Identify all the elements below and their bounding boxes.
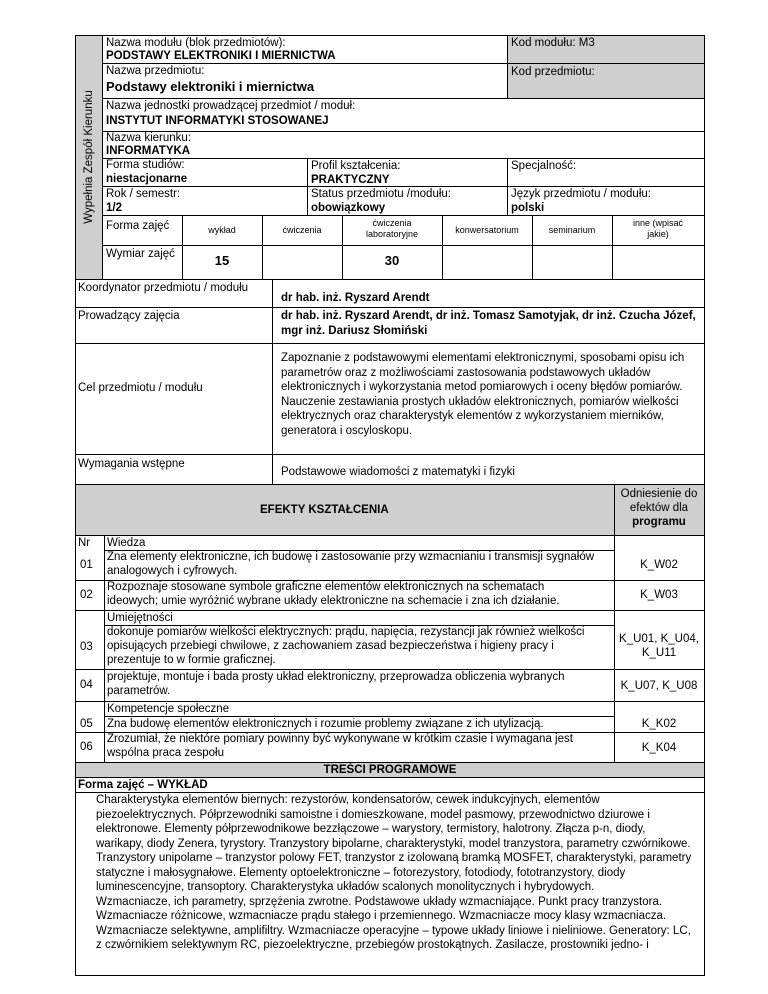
teachers-line-2: mgr inż. Dariusz Słomiński bbox=[281, 325, 428, 337]
year-value: 1/2 bbox=[106, 202, 122, 214]
outcome-line: opisujących przebiegi chwilowe, z zachowaniem zasad bezpieczeństwa i higieny pracy i bbox=[107, 640, 554, 652]
specialty-label: Specjalność: bbox=[511, 160, 577, 172]
study-form-label: Forma studiów: bbox=[106, 159, 185, 171]
class-type-other: inne (wpisać jakie) bbox=[632, 218, 684, 239]
teachers-label: Prowadzący zajęcia bbox=[78, 310, 180, 322]
outcome-line: analogowych i cyfrowych. bbox=[107, 565, 238, 577]
outcome-ref: K_K02 bbox=[641, 718, 677, 730]
status-value: obowiązkowy bbox=[311, 202, 386, 214]
goal-line: parametrów oraz z możliwościami zastosowania podstawowych układów bbox=[281, 366, 651, 379]
profile-label: Profil kształcenia: bbox=[311, 160, 401, 172]
program-line: warikapy, diody Zenera, tyrystory. Tranzystory bipolarne, charakterystyki, model tranzystora, parametry czwórnikowe. bbox=[96, 837, 691, 850]
nr-label: Nr bbox=[78, 537, 91, 549]
category-skills: Umiejętności bbox=[107, 612, 173, 624]
outcome-nr: 04 bbox=[80, 679, 93, 691]
outcome-ref-line: K_U11 bbox=[641, 647, 677, 659]
module-code-label: Kod modułu: M3 bbox=[511, 37, 595, 49]
subject-code-label: Kod przedmiotu: bbox=[511, 66, 595, 78]
subject-name-label: Nazwa przedmiotu: bbox=[106, 65, 205, 77]
hours-label: Wymiar zajęć bbox=[106, 248, 175, 260]
goal-text bbox=[281, 351, 684, 438]
field-value: INFORMATYKA bbox=[106, 145, 191, 157]
outcome-nr: 05 bbox=[80, 718, 93, 730]
category-knowledge: Wiedza bbox=[107, 537, 146, 549]
side-label bbox=[75, 35, 102, 279]
class-form-label: Forma zajęć bbox=[106, 220, 170, 232]
unit-label: Nazwa jednostki prowadzącej przedmiot / moduł: bbox=[106, 100, 356, 112]
outcome-line: Rozpoznaje stosowane symbole graficzne elementów elektronicznych na schematach bbox=[107, 581, 545, 593]
category-social: Kompetencje społeczne bbox=[107, 703, 230, 715]
outcome-line: ideowych; umie wyróżnić wybrane układy elektroniczne na schemacie i zna ich działanie. bbox=[107, 595, 560, 607]
outcome-text bbox=[107, 580, 560, 608]
program-text bbox=[96, 793, 702, 953]
goal-line: elektronicznych i wykorzystania metod pomiarowych i oceny błędów pomiarów. bbox=[281, 381, 683, 393]
prereq-label: Wymagania wstępne bbox=[78, 458, 185, 470]
program-line: Wzmacniacze różnicowe, wzmacniacze prądu stałego i przemiennego. Wzmacniacze mocy klasy wzmacniacza. bbox=[96, 910, 667, 922]
outcome-text bbox=[107, 732, 573, 760]
class-type-exercises: ćwiczenia bbox=[282, 225, 322, 235]
goal-line: elektrycznych oraz charakterystyk elementów z wykorzystaniem mierników, bbox=[281, 410, 664, 422]
program-line: Wzmacniacze selektywne, amplifiltry. Wzmacniacze operacyjne – typowe układy liniowe i nieliniowe. Generatory: LC, bbox=[96, 924, 691, 937]
study-form-value: niestacjonarne bbox=[106, 173, 188, 185]
outcome-ref: K_W03 bbox=[640, 589, 678, 601]
outcome-line: parametrów. bbox=[107, 685, 171, 697]
outcome-line: wspólna praca zespołu bbox=[107, 747, 224, 759]
outcome-line: prezentuje to w formie graficznej. bbox=[107, 654, 276, 666]
program-line: luminescencyjne, transoptory. Charakterystyka układów scalonych monolitycznych i hybrydowych. bbox=[96, 881, 595, 893]
program-line: Charakterystyka elementów biernych: rezystorów, kondensatorów, cewek indukcyjnych, elementów bbox=[96, 794, 600, 806]
profile-value: PRAKTYCZNY bbox=[311, 174, 390, 186]
ref-header-line: programu bbox=[632, 516, 686, 528]
outcome-line: projektuje, montuje i bada prosty układ elektroniczny, przeprowadza obliczenia wybranych bbox=[107, 671, 565, 683]
program-line: elektronowe. Elementy półprzewodnikowe bezzłączowe – warystory, termistory, halotrony. Złącza p-n, diody, bbox=[96, 823, 646, 835]
outcome-ref bbox=[614, 632, 704, 660]
outcome-nr: 02 bbox=[80, 589, 93, 601]
unit-value: INSTYTUT INFORMATYKI STOSOWANEJ bbox=[106, 115, 329, 127]
class-type-lab: ćwiczenia laboratoryjne bbox=[365, 218, 419, 239]
outcomes-title: EFEKTY KSZTAŁCENIA bbox=[260, 504, 389, 516]
outcome-ref: K_U07, K_U08 bbox=[620, 680, 698, 692]
outcome-text bbox=[107, 717, 544, 731]
module-name-label: Nazwa modułu (blok przedmiotów): bbox=[106, 37, 286, 49]
goal-line: generatora i oscyloskopu. bbox=[281, 424, 413, 437]
outcome-nr: 01 bbox=[80, 559, 93, 571]
program-line: Tranzystory unipolarne – tranzystor polowy FET, tranzystor z izolowaną bramką MOSFET, charakterystyki, parametry bbox=[96, 852, 692, 864]
hours-lab: 30 bbox=[384, 253, 400, 268]
outcome-line: Zna budowę elementów elektronicznych i rozumie problemy związane z ich utylizacją. bbox=[107, 718, 544, 730]
outcomes-ref-header bbox=[614, 487, 704, 529]
outcome-ref: K_W02 bbox=[640, 559, 678, 571]
outcome-text bbox=[107, 550, 594, 578]
outcome-line: Zrozumiał, że niektóre pomiary powinny być wykonywane w krótkim czasie i wymagana jest bbox=[107, 733, 573, 745]
class-type-conversatory: konwersatorium bbox=[455, 225, 519, 235]
hours-lecture: 15 bbox=[214, 253, 230, 268]
program-line: Wzmacniacze, ich parametry, sprzężenia zwrotne. Podstawowe układy wzmacniające. Punkt pracy tranzystora. bbox=[96, 895, 663, 908]
language-value: polski bbox=[511, 202, 545, 214]
outcome-nr: 06 bbox=[80, 741, 93, 753]
ref-header-line: Odniesienie do bbox=[620, 488, 698, 500]
class-type-lecture: wykład bbox=[208, 225, 236, 235]
module-name-value: PODSTAWY ELEKTRONIKI I MIERNICTWA bbox=[106, 50, 336, 62]
subject-name-value: Podstawy elektroniki i miernictwa bbox=[106, 79, 315, 94]
outcome-line: Zna elementy elektroniczne, ich budowę i zastosowanie przy wzmacnianiu i transmisji sygnałów bbox=[107, 551, 595, 563]
outcome-ref: K_K04 bbox=[641, 742, 677, 754]
goal-line: Nauczenie zestawiania prostych układów elektronicznych, pomiarów wielkości bbox=[281, 395, 679, 408]
outcome-nr: 03 bbox=[80, 641, 93, 653]
program-line: statyczne i małosygnałowe. Elementy optoelektroniczne – fotorezystory, fotodiody, fototranzystory, diody bbox=[96, 866, 626, 879]
program-form-label: Forma zajęć – WYKŁAD bbox=[78, 779, 208, 791]
year-label: Rok / semestr: bbox=[106, 188, 181, 200]
coordinator-value: dr hab. inż. Ryszard Arendt bbox=[281, 292, 430, 304]
goal-label: Cel przedmiotu / modułu bbox=[78, 382, 203, 394]
field-label: Nazwa kierunku: bbox=[106, 132, 192, 144]
side-label-text: Wypełnia Zespół Kierunku bbox=[82, 90, 95, 224]
outcome-text bbox=[107, 670, 564, 698]
status-label: Status przedmiotu /modułu: bbox=[311, 188, 451, 200]
coordinator-label: Koordynator przedmiotu / modułu bbox=[78, 282, 249, 294]
outcome-line: dokonuje pomiarów wielkości elektrycznych: prądu, napięcia, rezystancji jak również wielkości bbox=[107, 626, 585, 638]
outcome-ref-line: K_U01, K_U04, bbox=[619, 633, 699, 645]
class-type-seminar: seminarium bbox=[548, 225, 596, 235]
program-line: piezoelektrycznych. Półprzewodniki samoistne i domieszkowane, model pasmowy, przewodnictwo dziurowe i bbox=[96, 808, 650, 821]
teachers-line-1: dr hab. inż. Ryszard Arendt, dr inż. Tomasz Samotyjak, dr inż. Czucha Józef, bbox=[281, 310, 696, 322]
prereq-value: Podstawowe wiadomości z matematyki i fizyki bbox=[281, 466, 515, 478]
program-title: TREŚCI PROGRAMOWE bbox=[323, 764, 457, 776]
ref-header-line: efektów dla bbox=[629, 502, 689, 514]
outcome-text bbox=[107, 625, 584, 667]
goal-line: Zapoznanie z podstawowymi elementami elektronicznymi, sposobami opisu ich bbox=[281, 352, 685, 364]
language-label: Język przedmiotu / modułu: bbox=[511, 188, 651, 200]
program-line: z czwórnikiem selektywnym RC, piezoelektryczne, przebiegów prostokątnych. Zasilacze, prostowniki jedno- i bbox=[96, 939, 649, 951]
